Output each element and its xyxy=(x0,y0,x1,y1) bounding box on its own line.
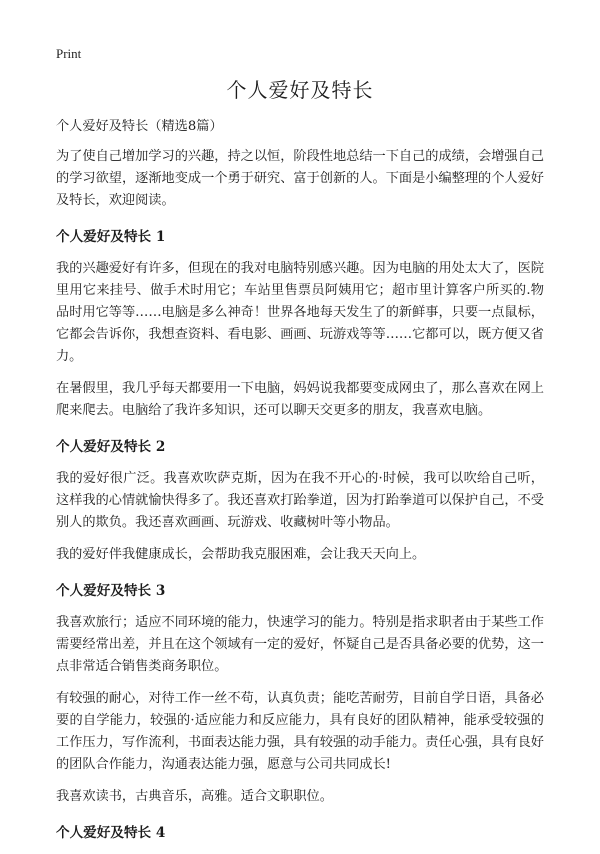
section-1-paragraph-2: 在暑假里，我几乎每天都要用一下电脑，妈妈说我都要变成网虫了，那么喜欢在网上爬来爬去。电脑给了我许多知识，还可以聊天交更多的朋友，我喜欢电脑。 xyxy=(56,381,544,418)
section-2-paragraph-2: 我的爱好伴我健康成长，会帮助我克服困难，会让我天天向上。 xyxy=(56,547,426,562)
document-subtitle: 个人爱好及特长（精选8篇） xyxy=(56,119,223,134)
print-link[interactable]: Print xyxy=(56,46,82,61)
section-1-paragraph-1: 我的兴趣爱好有许多，但现在的我对电脑特别感兴趣。因为电脑的用处太大了，医院里用它来挂号、做手术时用它；车站里售票员阿姨用它；超市里计算客户所买的.物品时用它等等……电脑是多么神奇！世界各地每天发生了的新鲜事，只要一点鼠标，它都会告诉你，我想查资料、看电影、画画、玩游戏等等……它都可以，既方便又省力。 xyxy=(56,261,544,364)
page-title: 个人爱好及特长 xyxy=(226,78,374,102)
intro-paragraph: 为了使自己增加学习的兴趣，持之以恒，阶段性地总结一下自己的成绩，会增强自己的学习欲望，逐渐地变成一个勇于研究、富于创新的人。下面是小编整理的个人爱好及特长，欢迎阅读。 xyxy=(56,149,544,208)
section-heading-2: 个人爱好及特长 2 xyxy=(56,439,166,455)
section-heading-3: 个人爱好及特长 3 xyxy=(56,583,166,599)
section-2-paragraph-1: 我的爱好很广泛。我喜欢吹萨克斯，因为在我不开心的·时候，我可以吹给自己听，这样我的心情就愉快得多了。我还喜欢打跆拳道，因为打跆拳道可以保护自己，不受别人的欺负。我还喜欢画画、玩游戏、收藏树叶等小物品。 xyxy=(56,471,544,530)
section-3-paragraph-2: 有较强的耐心，对待工作一丝不苟，认真负责；能吃苦耐劳，目前自学日语，具备必要的自学能力，较强的·适应能力和反应能力，具有良好的团队精神，能承受较强的工作压力，写作流利，书面表达能力强，具有较强的动手能力。责任心强，具有良好的团队合作能力，沟通表达能力强，愿意与公司共同成长! xyxy=(56,691,544,772)
section-3-paragraph-3: 我喜欢读书，古典音乐，高雅。适合文职职位。 xyxy=(56,789,333,804)
section-heading-1: 个人爱好及特长 1 xyxy=(56,229,166,245)
section-3-paragraph-1: 我喜欢旅行；适应不同环境的能力，快速学习的能力。特别是指求职者由于某些工作需要经常出差，并且在这个领域有一定的爱好，怀疑自己是否具备必要的优势，这一点非常适合销售类商务职位。 xyxy=(56,615,544,674)
section-heading-4: 个人爱好及特长 4 xyxy=(56,825,166,841)
document-body xyxy=(56,74,544,854)
